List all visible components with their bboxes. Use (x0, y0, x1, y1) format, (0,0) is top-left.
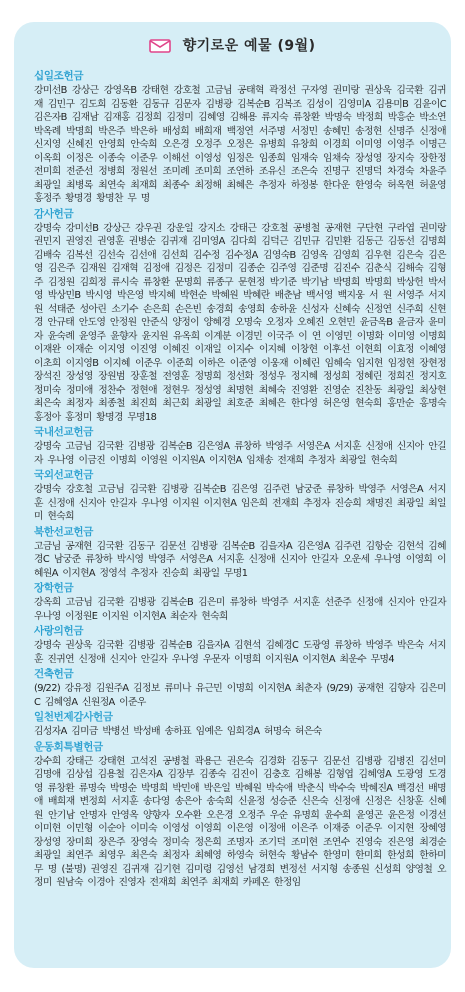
donor-names: 강명숙 고금님 김국환 김병광 김복순B 김은영A 류창하 박영주 서영은A 서지훈 신정애 신지아 안길자 우나영 이금진 이명희 이영원 이지원A 이지현A 임채송 전재희 추정자 최광일 현숙희 (34, 441, 446, 466)
section-title: 사랑의헌금 (34, 625, 84, 637)
section-title: 장학헌금 (34, 582, 74, 594)
offering-section (34, 468, 446, 524)
offering-section (34, 581, 446, 623)
section-title: 국내선교헌금 (34, 426, 94, 438)
offering-section (34, 667, 446, 709)
section-title: 일천번제감사헌금 (34, 711, 113, 723)
section-title: 건축헌금 (34, 668, 74, 680)
donor-names: 강미선B 강상근 강영옥B 강태현 강호철 고금님 공태혁 곽정선 구자영 권미랑 권상욱 김국환 김귀재 김민구 김도희 김동환 김동규 김문자 김병광 김복순B 김복조 김성이 김영미A 김용미B 김윤이C 김은자B 김재남 김재홍 김정희 김정미 김혜영 김해용 류지숙 류창환 박명숙 박정희 박흥순 박소연 박옥례 박명희 박은주 박은하 배성희 배희재 백정연 서주명 서정민 송혜민 송정현 신명주 신정애 신지영 신혜진 안영희 안숙희 오은경 오정주 오정은 유병희 유창희 이경희 이미영 이영주 이명근 이옥희 이정은 이종숙 이준우 이해선 이영성 임정은 임종희 임재숙 임채숙 장성영 장지숙 장한정 전미희 전준선 정병희 정원선 조미례 조미희 조연하 조유신 조은숙 진명구 진명덕 차경숙 차윤주 최광일 최병록 최연숙 최재희 최종수 최정해 최혜은 추정자 하정봉 한다운 한영숙 허옥현 허윤영 홍정주 황명경 황명찬 무 명 (34, 85, 446, 204)
section-title: 국외선교헌금 (34, 469, 94, 481)
section-title: 십일조헌금 (34, 70, 84, 82)
offering-section (34, 525, 446, 581)
offering-panel (14, 22, 451, 968)
donor-names: 김성자A 김미금 박병선 박성배 송하표 임예은 임희경A 허명숙 허은숙 (34, 726, 322, 737)
page-title: 향기로운 예물 (9월) (182, 37, 316, 54)
offering-list (34, 68, 446, 890)
donor-names: 강명숙 권상욱 김국환 김병광 김복순B 김을자A 김현석 김혜경C 도광영 류창하 박영주 박은숙 서지훈 진귀연 신정애 신지아 안길자 우나영 우문자 이명희 이지원A 이지현A 최운수 무명4 (34, 640, 446, 665)
donor-names: 강옥희 고금님 김국환 김병광 김복순B 김은미 류창하 박영주 서지훈 선준주 신정애 신지아 안길자 우나영 이정원E 이지원 이지현A 최순자 현숙희 (34, 597, 446, 622)
offering-section (34, 740, 446, 890)
offering-section (34, 624, 446, 666)
donor-names: (9/22) 강유정 김원주A 김정보 류미나 유근민 이명희 이지현A 최춘자 (9/29) 공재현 김향자 김은미C 김혜영A 신원정A 이준우 (34, 683, 446, 708)
section-title: 감사헌금 (34, 207, 74, 220)
offering-section (34, 425, 446, 467)
section-title: 북한선교헌금 (34, 525, 94, 538)
donor-names: 강수희 강태근 강태현 고석진 공병철 곽용근 권은숙 김경화 김동구 김문선 김병광 김병진 김선미 김명애 김상섭 김용철 김은자A 김장부 김종숙 김진이 김충호 김해봉 김형엽 김혜영A 도광영 도경영 류창환 류명숙 박명순 박명희 박민애 박은일 박혜원 박숙애 박춘식 박수숙 박혜진A 백경선 배명애 배희재 변정희 서지훈 송다영 송은아 송숙희 신윤정 성승준 신은숙 신정애 신정은 신창훈 신혜원 안기남 안명자 안영옥 양향자 오수환 오은경 오정주 우순 유명희 윤수희 윤영곤 윤은정 이경선 이미현 이민형 이순아 이미숙 이영성 이영희 이은영 이정애 이은주 이재중 이준우 이지현 장혜영 장성영 장미희 장은주 장영숙 정미숙 정은희 조명자 조기덕 조미현 조연수 진영숙 진은영 최경순 최광일 최연주 최영우 최은숙 최정자 최혜영 하영숙 허현숙 황남수 한영미 한미희 한성희 한하미 무 명 (불명) 권영진 김귀재 김기현 김미령 김영선 남경희 변정선 서지형 송종원 신성희 양영철 오정미 원남숙 이경아 진영자 전재희 최연주 최재희 카페온 한정임 (34, 755, 446, 888)
panel-header (14, 34, 451, 58)
offering-section (34, 207, 446, 425)
section-title: 운동회특별헌금 (34, 740, 103, 753)
gift-envelope-icon (149, 38, 171, 52)
offering-section (34, 69, 446, 206)
offering-section (34, 710, 446, 739)
donor-names: 강명숙 강호철 고금님 김국환 김병광 김복순B 김은영 김주련 남궁준 류창하 박영주 서영은A 서지훈 신정애 신지아 안길자 우나영 이지원 이지현A 임은희 전재희 추정자 진승희 채명진 최광일 최일미 현숙희 (34, 484, 446, 522)
donor-names: 강명숙 강미선B 강상근 강우권 강운일 강지소 강태근 강호철 공병철 공재현 구단현 구라엽 권미랑 권민지 권영진 권영훈 권병순 김귀재 김미영A 김다희 김덕근 김민규 김민환 김동근 김동선 김명희 김배숙 김복선 김선숙 김선애 김선희 김수정 김수정A 김영숙B 김영옥 김영희 김우현 김은숙 김은영 김은주 김재원 김재혁 김정애 김정은 김정미 김종순 김주영 김준명 김진수 김춘식 김해숙 김형주 김정원 김희정 류시숙 류창환 문명희 류종구 문현정 박기준 박기남 박명희 박명희 박상헌 박서영 박상민B 박시영 박은영 박지혜 박현순 박혜원 박혜란 배춘남 백서영 백지웅 서 원 서영주 서지원 석태준 성아린 소기수 손은희 손은빈 송경희 송영희 송하윤 신성자 신혜숙 신정연 신주희 신현경 안규태 안도영 안정원 안준식 양정이 양혜경 오명숙 오정자 오혜진 오현민 윤금옥B 윤금자 윤미자 윤숙례 윤영주 윤향자 윤지원 유옥희 이계분 이경민 이국주 이 연 이영민 이명화 이미영 이명희 이재완 이재순 이지영 이진영 이혜진 이재일 이지수 이지혜 이창현 이후선 이현희 이효정 이혜영 이초희 이지영B 이지혜 이준우 이준희 이하은 이준영 이웅재 이혜린 임혜숙 임지현 임정현 장현정 장석진 장성영 장원범 장훈철 전영훈 정명희 정선화 정성우 정지혜 정성희 정혜린 정희진 정지호 정미숙 정미애 정찬수 정현애 정현우 정성영 최명현 최혜숙 진영환 진영순 진찬동 최광일 최상현 최은숙 최정자 최종철 최진희 최근회 최광일 최호준 최혜은 한다영 허은영 현숙희 홍만순 홍명숙 홍정아 홍정미 황명경 무명18 (34, 222, 446, 423)
donor-names: 고금님 공재현 김국환 김동구 김문선 김병광 김복순B 김을자A 김은영A 김주련 김항순 김현석 김혜경C 남궁준 류창하 박시영 박영주 서영은A 서지훈 신정애 신지아 안길자 오운세 우나영 이영희 이혜원A 이지현A 정영석 추정자 진승희 최광일 무명1 (34, 540, 446, 579)
